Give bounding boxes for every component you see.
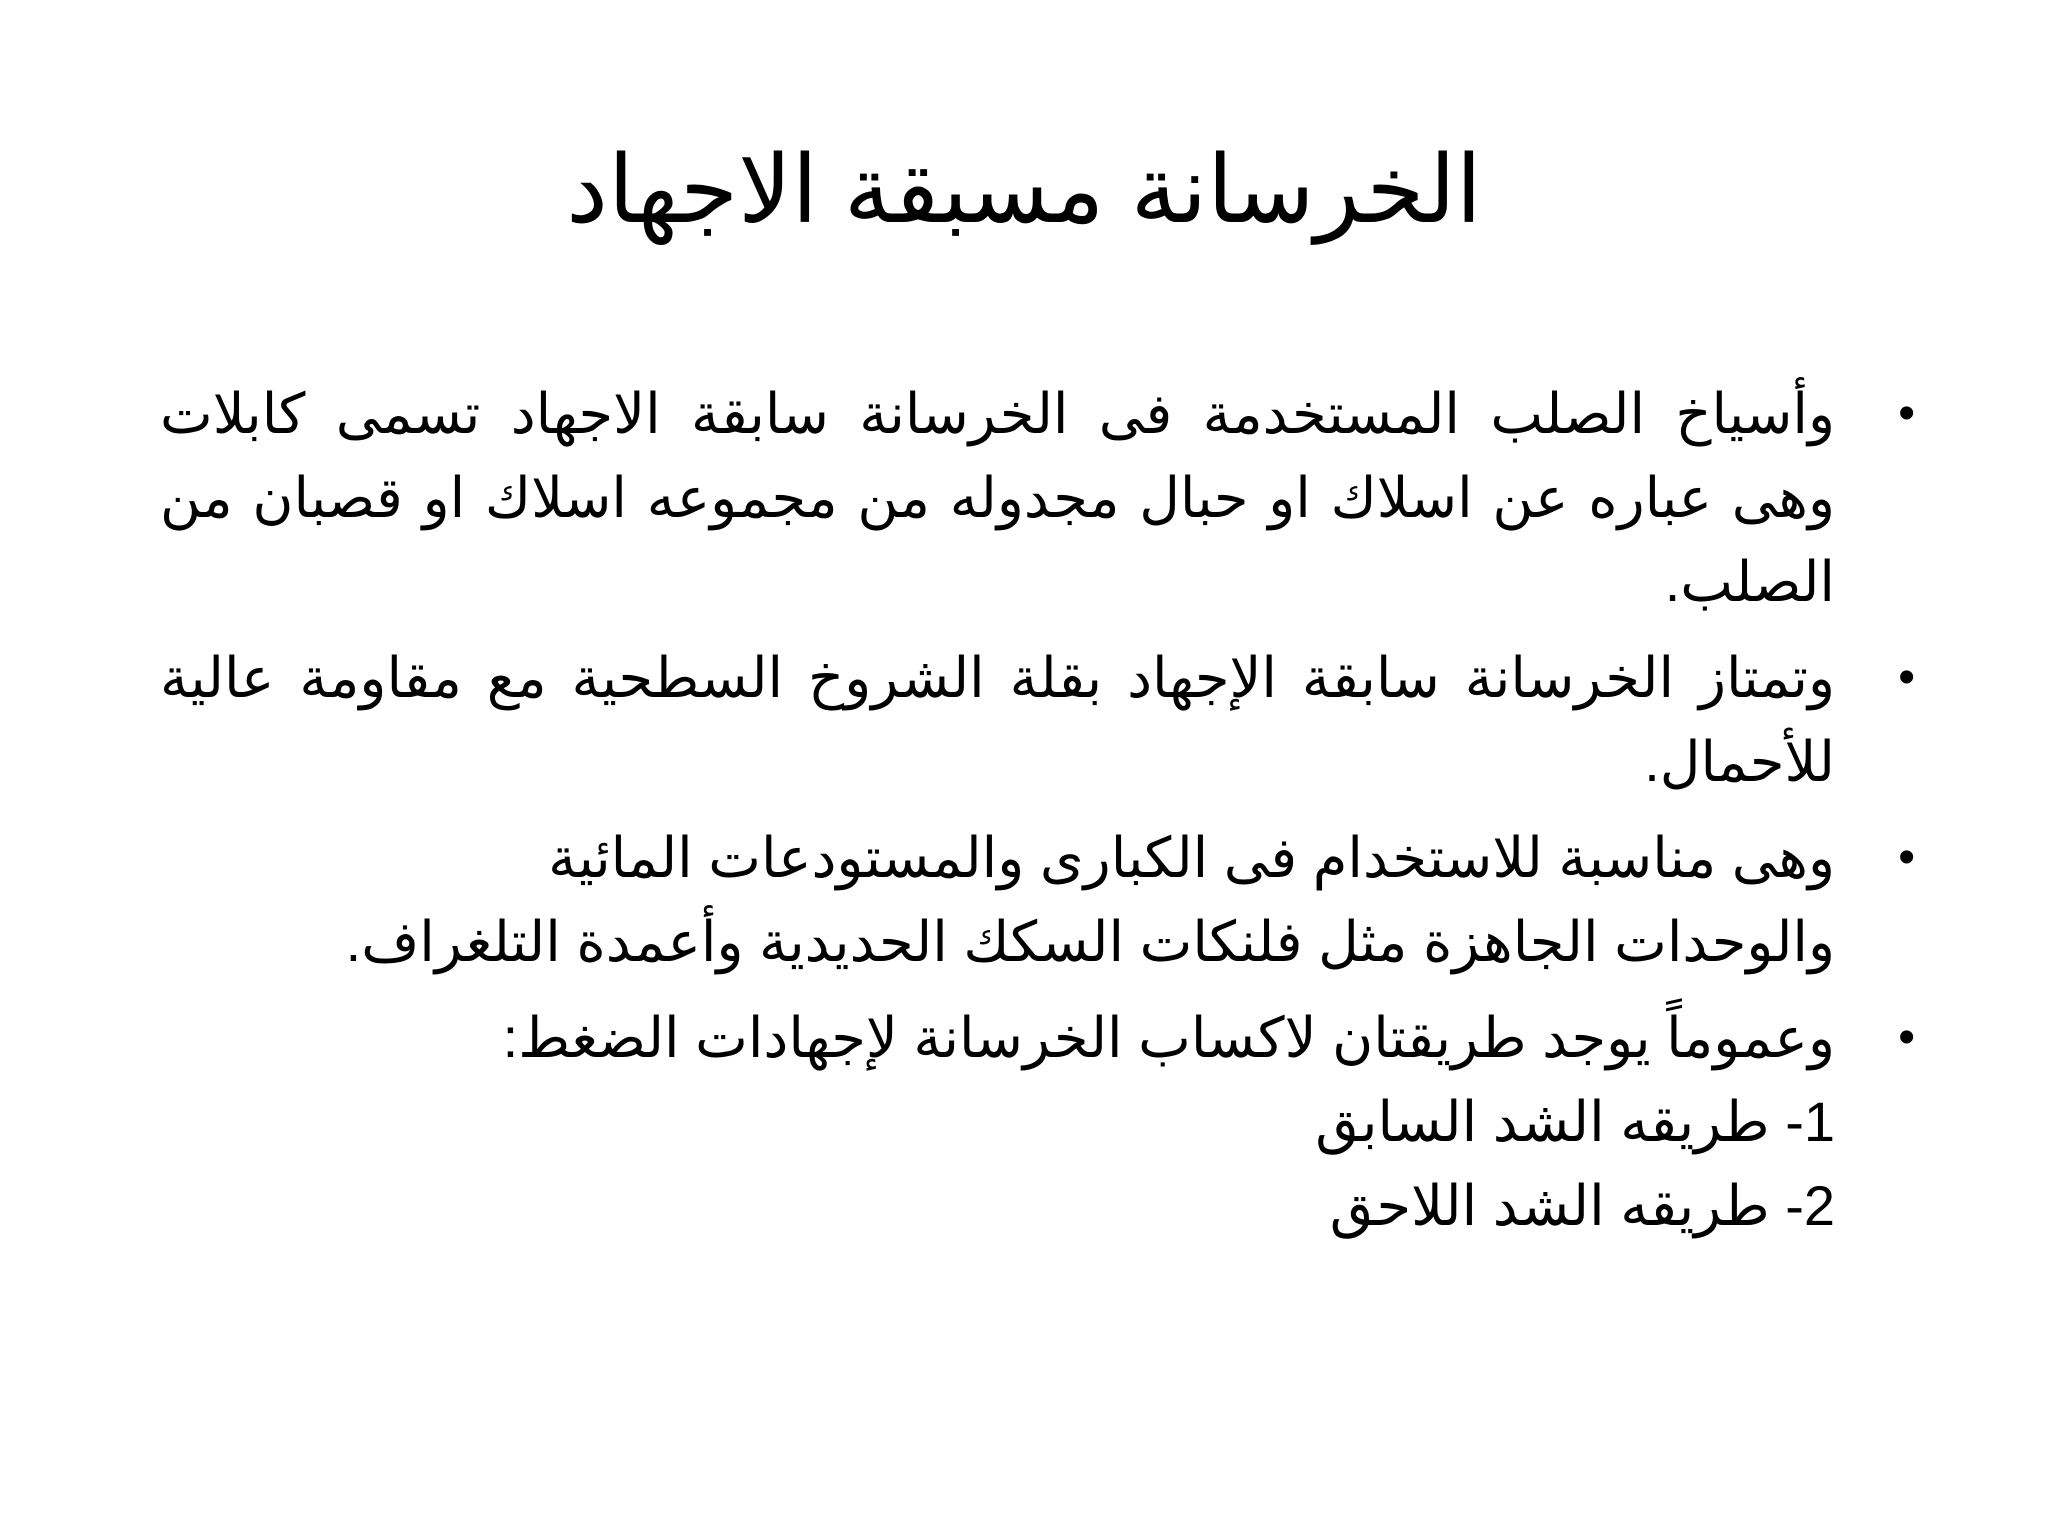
bullet-item <box>160 372 1935 624</box>
bullet-item <box>160 636 1935 804</box>
bullet-text: وتمتاز الخرسانة سابقة الإجهاد بقلة الشروخ السطحية مع مقاومة عالية للأحمال. <box>160 646 1835 793</box>
bullet-text: وهى مناسبة للاستخدام فى الكبارى والمستودعات المائية والوحدات الجاهزة مثل فلنكات السكك الحديدية وأعمدة التلغراف. <box>345 826 1835 973</box>
bullet-dot-icon: • <box>1898 831 1915 884</box>
bullet-dot-icon: • <box>1898 387 1915 440</box>
bullet-dot-icon: • <box>1898 1011 1915 1064</box>
bullet-item <box>160 816 1935 984</box>
bullet-dot-icon: • <box>1898 651 1915 704</box>
bullet-text: وعموماً يوجد طريقتان لاكساب الخرسانة لإجهادات الضغط: 1- طريقه الشد السابق 2- طريقه الشد اللاحق <box>502 1006 1835 1237</box>
bullet-item <box>160 996 1935 1248</box>
bullet-text: وأسياخ الصلب المستخدمة فى الخرسانة سابقة الاجهاد تسمى كابلات وهى عباره عن اسلاك او حبال مجدوله من مجموعه اسلاك او قصبان من الصلب. <box>160 382 1836 613</box>
slide-title: الخرسانة مسبقة الاجهاد <box>566 137 1482 242</box>
slide-body <box>160 372 1935 1260</box>
